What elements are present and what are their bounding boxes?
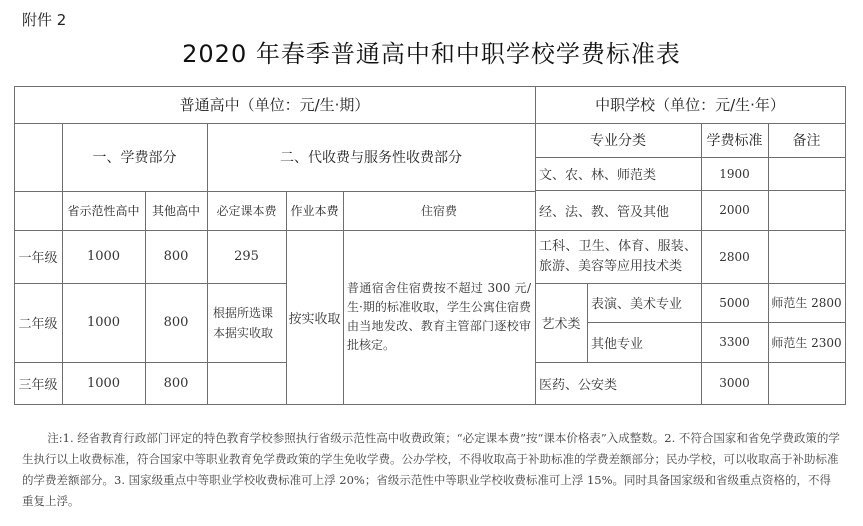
high-school-header: 普通高中（单位：元/生·期） xyxy=(179,96,370,114)
grade-label: 三年级 xyxy=(18,377,58,393)
remark xyxy=(768,190,845,230)
other-high-school-fee: 800 xyxy=(163,249,189,264)
major-category: 表演、美术专业 xyxy=(591,297,683,312)
table-border-bottom xyxy=(14,404,846,405)
provincial-model-fee: 1000 xyxy=(86,375,121,391)
page-title: 2020 年春季普通高中和中职学校学费标准表 xyxy=(182,40,681,68)
column-header-textbook-fee: 必定课本费 xyxy=(216,204,277,218)
remark: 师范生 2300 xyxy=(771,335,842,350)
attachment-label: 附件 2 xyxy=(22,11,67,29)
tuition-fee: 1900 xyxy=(719,166,750,181)
column-header-remark: 备注 xyxy=(792,133,821,149)
vocational-header: 中职学校（单位：元/生·年） xyxy=(595,96,785,114)
tuition-fee: 2000 xyxy=(719,203,750,217)
textbook-fee xyxy=(207,362,286,404)
tuition-fee: 3300 xyxy=(719,335,750,349)
major-category: 工科、卫生、体育、服装、旅游、美容等应用技术类 xyxy=(539,238,697,274)
tuition-fee: 3000 xyxy=(719,376,750,390)
provincial-model-fee: 1000 xyxy=(86,315,121,330)
major-category: 其他专业 xyxy=(591,336,644,352)
agency-fee-section-header: 二、代收费与服务性收费部分 xyxy=(280,150,462,166)
remark xyxy=(768,157,845,190)
major-category: 医药、公安类 xyxy=(539,377,618,393)
remark xyxy=(768,230,845,283)
remark: 师范生 2800 xyxy=(771,296,842,310)
column-header-provincial-model: 省示范性高中 xyxy=(67,204,140,218)
art-category-group: 艺术类 xyxy=(541,317,581,332)
table-border-right xyxy=(845,86,846,405)
other-high-school-fee: 800 xyxy=(163,315,189,330)
other-high-school-fee: 800 xyxy=(163,375,189,391)
footnote: 注:1. 经省教育行政部门评定的特色教育学校参照执行省级示范性高中收费政策；“必定课本费”按“课本价格表”入成整数。2. 不符合国家和省免学费政策的学生执行以上收费标准，符合国家中等职业教育免学费政策的学生免收学费。公办学校，不得收取高于补助标准的学费差额部分；民办学校，可以收取高于补助标准的学费差额部分。3. 国家级重点中等职业学校收费标准可上浮 20%；省级示范性中等职业学校收费标准可上浮 15%。同时具备国家级和省级重点资格的，不得重复上浮。 xyxy=(22,431,840,508)
accommodation-fee: 普通宿舍住宿费按不超过 300 元/生·期的标准收取，学生公寓住宿费由当地发改、教育主管部门逐校审批核定。 xyxy=(347,281,531,352)
provincial-model-fee: 1000 xyxy=(86,249,121,264)
grade-label: 二年级 xyxy=(18,317,58,332)
textbook-fee: 295 xyxy=(234,249,259,264)
column-header-workbook-fee: 作业本费 xyxy=(290,204,339,218)
grade-label: 一年级 xyxy=(18,251,58,266)
column-header-accommodation-fee: 住宿费 xyxy=(420,204,457,218)
tuition-fee: 5000 xyxy=(719,295,750,310)
tuition-fee: 2800 xyxy=(719,249,750,264)
remark xyxy=(768,362,845,404)
column-header-other-high-school: 其他高中 xyxy=(151,204,200,218)
major-category: 经、法、教、管及其他 xyxy=(539,204,670,220)
major-category: 文、农、林、师范类 xyxy=(539,168,657,183)
tuition-section-header: 一、学费部分 xyxy=(92,150,177,166)
workbook-fee: 按实收取 xyxy=(288,311,341,327)
textbook-fee: 根据所选课本据实收取 xyxy=(213,305,274,340)
column-header-tuition-standard: 学费标准 xyxy=(706,133,763,149)
column-header-major-category: 专业分类 xyxy=(590,133,646,149)
